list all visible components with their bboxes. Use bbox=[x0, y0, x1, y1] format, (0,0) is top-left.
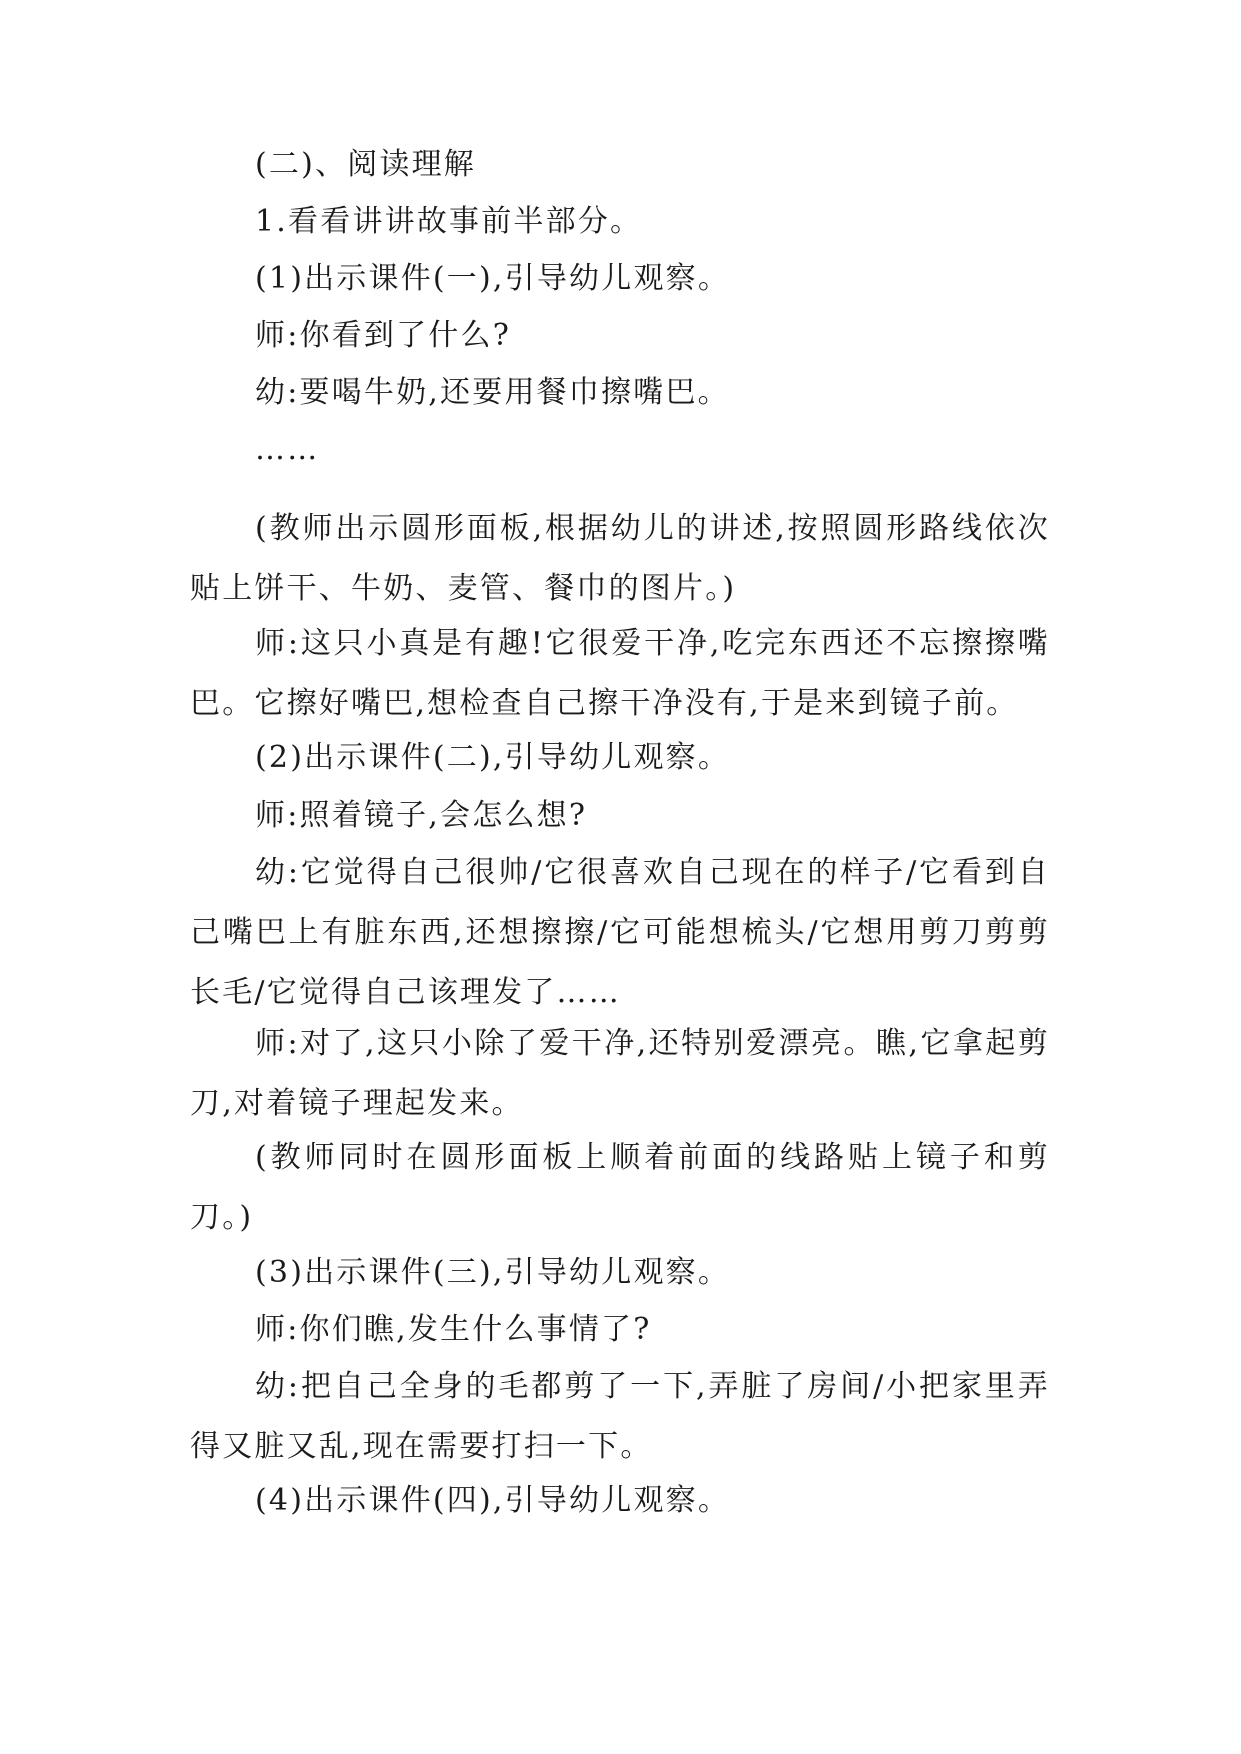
paragraph: 师:对了,这只小除了爱干净,还特别爱漂亮。瞧,它拿起剪刀,对着镜子理起发来。 bbox=[190, 1026, 1050, 1121]
paragraph: 幼:它觉得自己很帅/它很喜欢自己现在的样子/它看到自己嘴巴上有脏东西,还想擦擦/它可能想梳头/它想用剪刀剪剪长毛/它觉得自己该理发了…… bbox=[190, 855, 1050, 1010]
step-heading: 1.看看讲讲故事前半部分。 bbox=[255, 204, 643, 239]
paragraph: (教师同时在圆形面板上顺着前面的线路贴上镜子和剪刀。) bbox=[190, 1140, 1050, 1235]
paragraph: (4)出示课件(四),引导幼儿观察。 bbox=[255, 1483, 731, 1518]
paragraph: (教师出示圆形面板,根据幼儿的讲述,按照圆形路线依次贴上饼干、牛奶、麦管、餐巾的图片。) bbox=[190, 511, 1050, 606]
paragraph: (3)出示课件(三),引导幼儿观察。 bbox=[255, 1255, 731, 1290]
paragraph: 师:照着镜子,会怎么想? bbox=[255, 798, 588, 833]
paragraph: (1)出示课件(一),引导幼儿观察。 bbox=[255, 261, 731, 296]
section-heading: (二)、阅读理解 bbox=[255, 147, 477, 182]
paragraph: 幼:要喝牛奶,还要用餐巾擦嘴巴。 bbox=[255, 375, 730, 410]
paragraph: 师:你们瞧,发生什么事情了? bbox=[255, 1312, 652, 1347]
paragraph: 师:你看到了什么? bbox=[255, 318, 511, 353]
ellipsis-line: …… bbox=[255, 432, 320, 467]
paragraph: 师:这只小真是有趣!它很爱干净,吃完东西还不忘擦擦嘴巴。它擦好嘴巴,想检查自己擦干净没有,于是来到镜子前。 bbox=[190, 626, 1050, 721]
paragraph: 幼:把自己全身的毛都剪了一下,弄脏了房间/小把家里弄得又脏又乱,现在需要打扫一下。 bbox=[190, 1369, 1050, 1464]
paragraph: (2)出示课件(二),引导幼儿观察。 bbox=[255, 740, 731, 775]
